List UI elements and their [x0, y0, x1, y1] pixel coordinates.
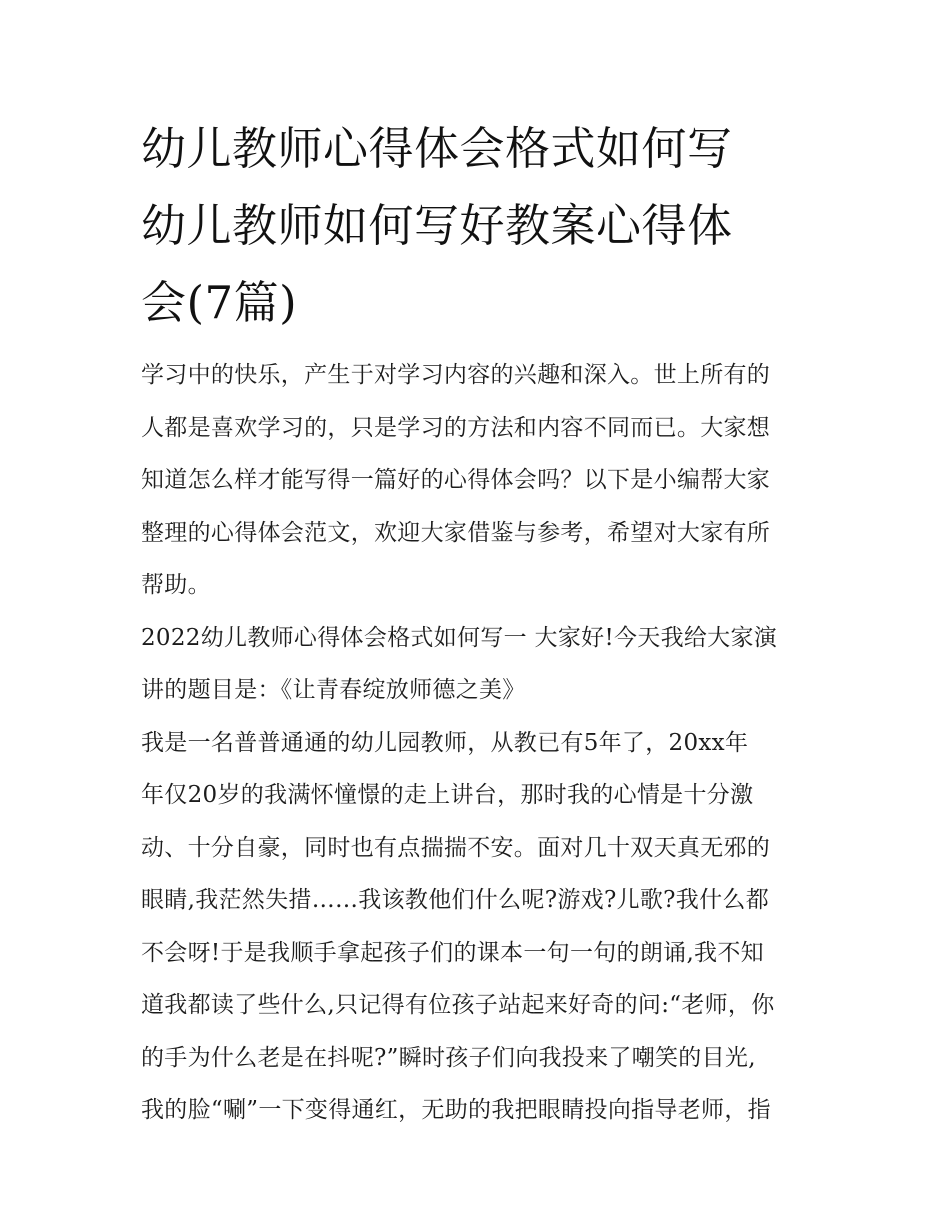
text-line: 人都是喜欢学习的，只是学习的方法和内容不同而已。大家想 [141, 414, 771, 441]
document-body [141, 349, 813, 1137]
text-line: 的手为什么老是在抖呢?”瞬时孩子们向我投来了嘲笑的目光, [141, 1044, 756, 1071]
text-line: 我是一名普普通通的幼儿园教师，从教已有5年了，20xx年 [141, 729, 749, 756]
text-line: 帮助。 [141, 572, 211, 598]
text-line: 道我都读了些什么,只记得有位孩子站起来好奇的问:“老师，你 [141, 992, 775, 1018]
text-line: 讲的题目是：《让青春绽放师德之美》 [141, 677, 526, 703]
text-line: 动、十分自豪，同时也有点揣揣不安。面对几十双天真无邪的 [141, 834, 771, 861]
document-title [141, 110, 813, 341]
text-line: 年仅20岁的我满怀憧憬的走上讲台，那时我的心情是十分激 [141, 782, 754, 808]
text-line: 我的脸“唰”一下变得通红，无助的我把眼睛投向指导老师，指 [141, 1097, 771, 1123]
title-line: 会(7篇) [141, 276, 298, 329]
title-line: 幼儿教师如何写好教案心得体 [141, 199, 733, 252]
section-heading-paragraph [141, 612, 813, 717]
text-line: 学习中的快乐，产生于对学习内容的兴趣和深入。世上所有的 [141, 362, 771, 388]
intro-paragraph [141, 349, 813, 612]
body-paragraph [141, 717, 813, 1137]
title-line: 幼儿教师心得体会格式如何写 [141, 122, 733, 175]
text-line: 知道怎么样才能写得一篇好的心得体会吗？以下是小编帮大家 [141, 467, 771, 493]
text-line: 整理的心得体会范文，欢迎大家借鉴与参考，希望对大家有所 [141, 519, 771, 546]
text-line: 不会呀!于是我顺手拿起孩子们的课本一句一句的朗诵,我不知 [141, 939, 764, 966]
document-content [141, 110, 813, 1137]
text-line: 2022幼儿教师心得体会格式如何写一 大家好!今天我给大家演 [141, 624, 778, 651]
text-line: 眼睛,我茫然失措……我该教他们什么呢?游戏?儿歌?我什么都 [141, 887, 770, 913]
